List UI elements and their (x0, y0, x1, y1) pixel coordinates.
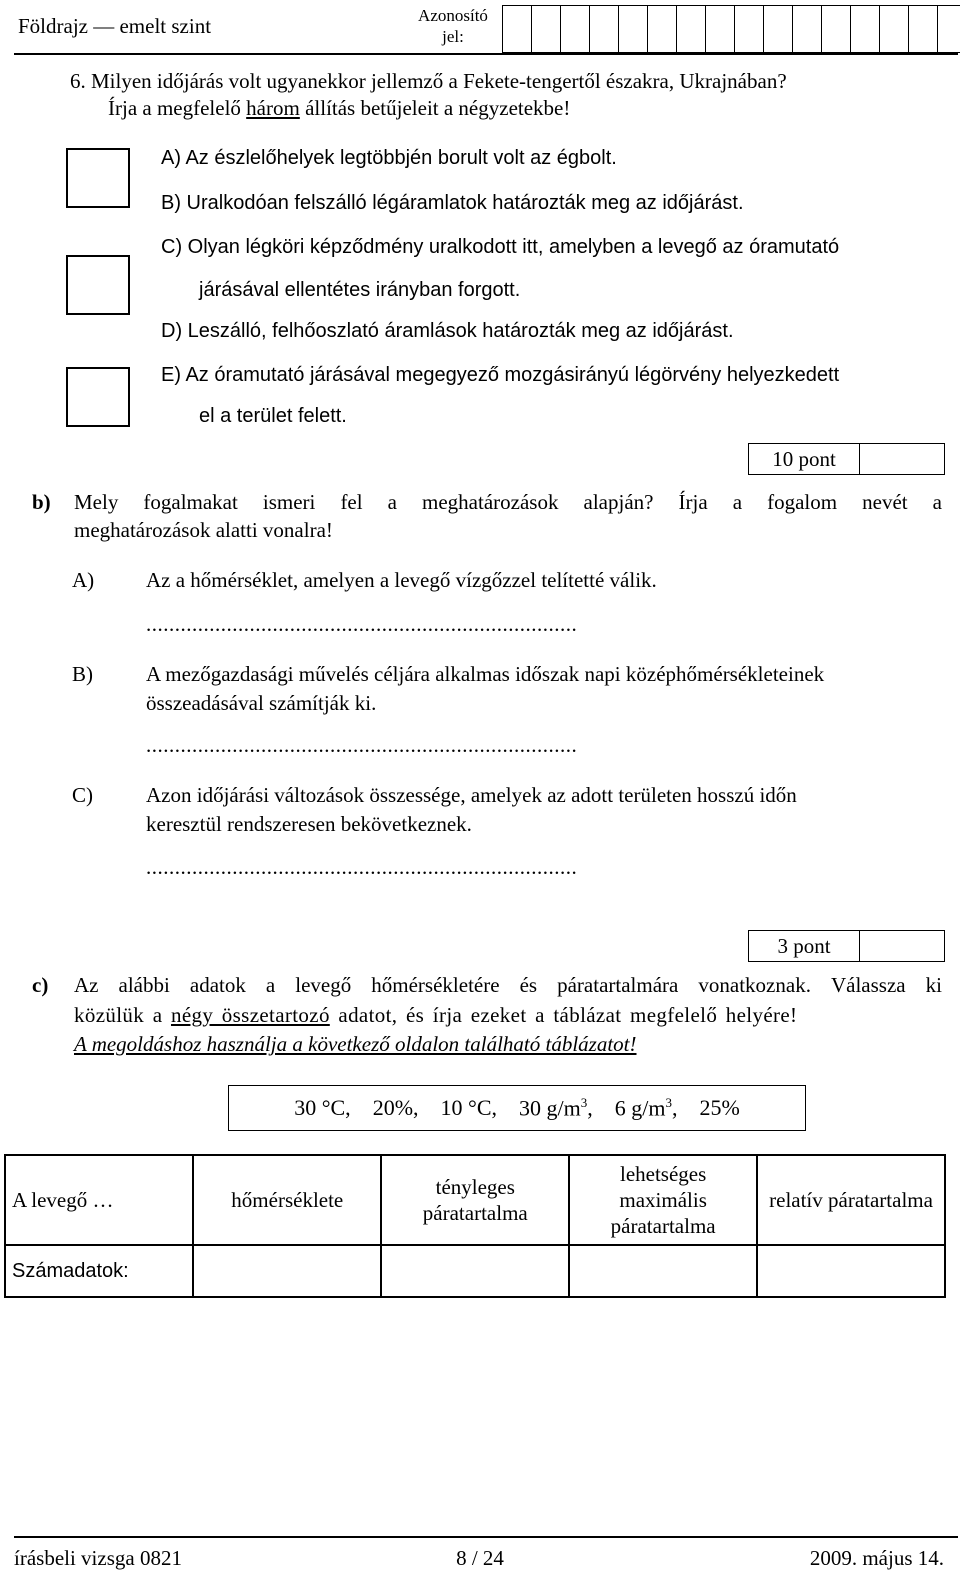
word: Mely (74, 490, 119, 514)
answer-box-3[interactable] (66, 367, 130, 427)
id-label-line2: jel: (442, 27, 464, 46)
word: fogalom (767, 490, 838, 514)
item-a-letter: A) (72, 568, 95, 592)
answer-cell[interactable] (381, 1245, 569, 1297)
q6-line2-underlined: három (246, 96, 300, 120)
column-header: tényleges páratartalma (381, 1155, 569, 1245)
id-label (413, 5, 493, 47)
subject-title: Földrajz — emelt szint (18, 14, 212, 38)
statement-c-line2: járásával ellentétes irányban forgott. (199, 279, 521, 301)
answer-box-1[interactable] (66, 148, 130, 208)
footer-rule (14, 1536, 958, 1538)
id-code-box[interactable] (763, 5, 793, 53)
data-value-post: , (671, 1095, 678, 1121)
word: páratartalmára (557, 973, 679, 997)
word: hőmérsékletére (371, 973, 500, 997)
data-value-sup: 3 (580, 1094, 588, 1110)
data-values-box (228, 1085, 806, 1131)
footer-page-number: 8 / 24 (456, 1546, 504, 1570)
data-value-sup: 3 (665, 1094, 672, 1110)
id-code-box[interactable] (734, 5, 764, 53)
footer-date: 2009. május 14. (809, 1546, 944, 1570)
word: fogalmakat (143, 490, 238, 514)
id-code-box[interactable] (589, 5, 619, 53)
id-code-box[interactable] (531, 5, 561, 53)
answer-cell[interactable] (569, 1245, 757, 1297)
id-code-box[interactable] (705, 5, 735, 53)
answer-table (4, 1154, 946, 1298)
item-b-letter: B) (72, 662, 93, 686)
id-code-box[interactable] (502, 5, 532, 53)
footer-exam-code: írásbeli vizsga 0821 (14, 1546, 182, 1570)
header-rule (14, 53, 958, 55)
word: alábbi (118, 973, 170, 997)
data-row-label: Számadatok: (5, 1245, 193, 1297)
item-c-answer-line[interactable]: ........................................................................... (146, 855, 578, 879)
word: alapján? (583, 490, 654, 514)
q6-line1: 6. Milyen időjárás volt ugyanekkor jellemző a Fekete-tengertől északra, Ukrajnában? (70, 69, 787, 93)
word: ki (925, 973, 942, 997)
word: adatok (189, 973, 246, 997)
word: a (387, 490, 397, 514)
part-c-line2-pre: közülük a (74, 1003, 171, 1027)
id-code-box[interactable] (850, 5, 880, 53)
id-code-box[interactable] (560, 5, 590, 53)
id-code-box[interactable] (647, 5, 677, 53)
q6-line2-post: állítás betűjeleit a négyzetekbe! (299, 96, 571, 120)
item-b-answer-line[interactable]: ........................................................................... (146, 733, 578, 757)
statement-a: A) Az észlelőhelyek legtöbbjén borult volt az égbolt. (161, 147, 617, 169)
item-c-definition-line1: Azon időjárási változások összessége, amelyek az adott területen hosszú időn (146, 783, 797, 807)
id-code-box[interactable] (618, 5, 648, 53)
column-header: lehetséges maximális páratartalma (569, 1155, 757, 1245)
data-value: 10 °C, (440, 1095, 497, 1120)
word: fel (340, 490, 363, 514)
word: a (932, 490, 942, 514)
q6-line2 (108, 96, 570, 121)
part-c-line2-underlined: négy összetartozó (170, 1003, 330, 1027)
item-a-definition: Az a hőmérséklet, amelyen a levegő vízgőzzel telítetté válik. (146, 568, 657, 592)
item-a-answer-line[interactable]: ........................................................................... (146, 612, 578, 636)
score-label: 10 pont (749, 444, 860, 474)
statement-e-line1: E) Az óramutató járásával megegyező mozgásirányú légörvény helyezkedett (161, 364, 840, 386)
word: levegő (295, 973, 352, 997)
data-value (519, 1095, 593, 1121)
data-value-post: , (587, 1095, 593, 1121)
id-code-box[interactable] (676, 5, 706, 53)
word: Válassza (830, 973, 906, 997)
answer-cell[interactable] (757, 1245, 945, 1297)
id-code-box[interactable] (908, 5, 938, 53)
part-c-letter: c) (32, 973, 49, 997)
data-value: 20%, (372, 1095, 419, 1120)
word: nevét (862, 490, 908, 514)
data-value: 30 °C, (294, 1095, 351, 1120)
part-b-letter: b) (32, 490, 51, 514)
q6-line2-pre: Írja a megfelelő (108, 96, 247, 120)
word: Írja (678, 490, 708, 514)
data-value (615, 1095, 678, 1121)
score-box-b (748, 930, 945, 962)
part-c-line2-post: adatot, és írja ezeket a táblázat megfelelő helyére! (329, 1003, 798, 1027)
part-c-line3: A megoldáshoz használja a következő oldalon található táblázatot! (74, 1032, 637, 1056)
score-field[interactable] (860, 931, 944, 961)
column-header: hőmérséklete (193, 1155, 381, 1245)
row-label: A levegő … (5, 1155, 193, 1245)
item-b-definition-line1: A mezőgazdasági művelés céljára alkalmas időszak napi középhőmérsékleteinek (146, 662, 825, 686)
statement-e-line2: el a terület felett. (199, 405, 347, 427)
id-code-box[interactable] (792, 5, 822, 53)
statement-c-line1: C) Olyan légköri képződmény uralkodott itt, amelyben a levegő az óramutató (161, 236, 840, 258)
score-box-q6 (748, 443, 945, 475)
item-c-letter: C) (72, 783, 93, 807)
score-label: 3 pont (749, 931, 860, 961)
word: a (265, 973, 276, 997)
statement-b: B) Uralkodóan felszálló légáramlatok határozták meg az időjárást. (161, 192, 744, 214)
answer-table-header-row (5, 1155, 945, 1245)
id-code-boxes (503, 5, 960, 53)
answer-cell[interactable] (193, 1245, 381, 1297)
id-code-box[interactable] (879, 5, 909, 53)
score-field[interactable] (860, 444, 944, 474)
id-label-line1: Azonosító (418, 6, 488, 25)
word: Az (74, 973, 99, 997)
id-code-box[interactable] (937, 5, 960, 53)
part-b-question-line2: meghatározások alatti vonalra! (74, 518, 333, 542)
word: vonatkoznak. (698, 973, 811, 997)
part-b-question-line1 (74, 490, 942, 515)
word: meghatározások (422, 490, 559, 514)
answer-table-data-row (5, 1245, 945, 1297)
data-value: 25% (699, 1095, 740, 1120)
answer-box-2[interactable] (66, 255, 130, 315)
column-header: relatív páratartalma (757, 1155, 945, 1245)
word: a (732, 490, 743, 514)
part-c-line2 (74, 1003, 797, 1028)
part-c-line1 (74, 973, 942, 998)
word: és (519, 973, 538, 997)
data-value-text: 6 g/m (614, 1095, 666, 1121)
data-value-text: 30 g/m (519, 1095, 581, 1121)
id-code-box[interactable] (821, 5, 851, 53)
item-c-definition-line2: keresztül rendszeresen bekövetkeznek. (146, 812, 472, 836)
statement-d: D) Leszálló, felhőoszlató áramlások határozták meg az időjárást. (161, 320, 734, 342)
word: ismeri (262, 490, 316, 514)
item-b-definition-line2: összeadásával számítják ki. (146, 691, 377, 715)
